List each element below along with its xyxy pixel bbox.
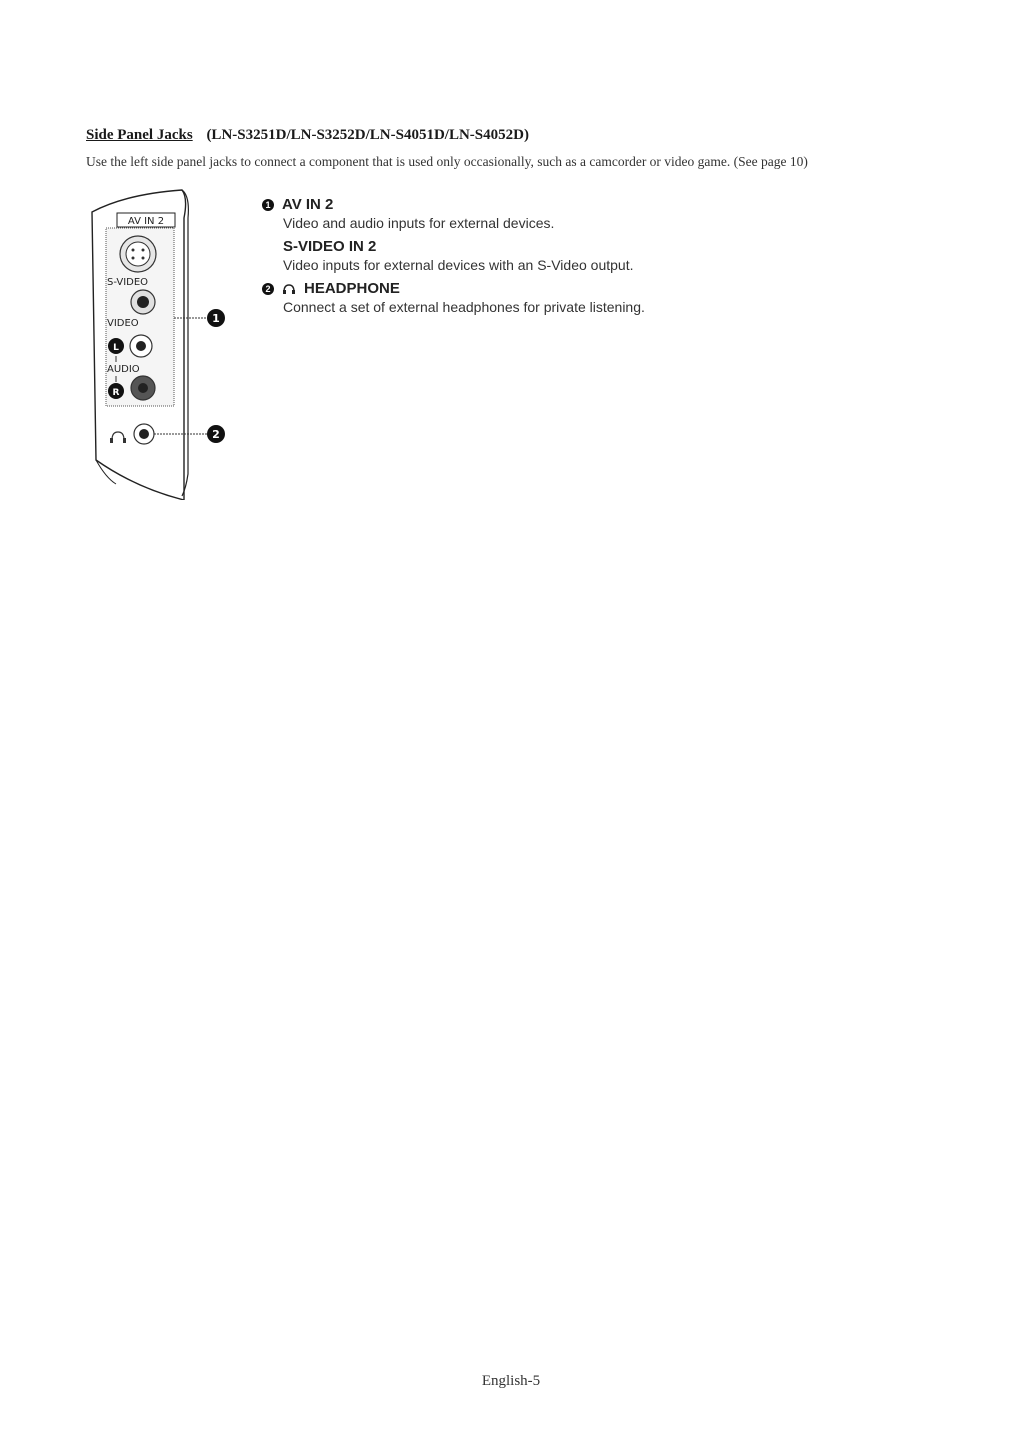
- item-headphone: [262, 280, 645, 316]
- item-description: Connect a set of external headphones for private listening.: [283, 299, 645, 315]
- page-number: English-5: [481, 1373, 541, 1389]
- item-subtitle: S-VIDEO IN 2: [283, 238, 377, 255]
- item-description: Video and audio inputs for external devices.: [283, 215, 555, 231]
- section-title: [86, 127, 529, 144]
- video-jack: [131, 290, 155, 314]
- svideo-label: S-VIDEO: [107, 277, 149, 288]
- item-number-badge: 1: [262, 199, 274, 211]
- svideo-jack: [120, 236, 156, 272]
- jack-description-list: [262, 196, 645, 322]
- section-title-models: (LN-S3251D/LN-S3252D/LN-S4051D/LN-S4052D): [206, 127, 529, 143]
- item-av-in-2: [262, 196, 645, 274]
- left-badge: L: [113, 343, 119, 353]
- video-label: VIDEO: [107, 318, 139, 329]
- item-title: AV IN 2: [282, 196, 334, 213]
- callout-1-label: 1: [212, 312, 220, 325]
- intro-text: Use the left side panel jacks to connect a component that is used only occasionally, such as a camcorder or video game. (See page 10): [86, 154, 808, 169]
- callout-2-label: 2: [212, 428, 220, 441]
- section-title-main: Side Panel Jacks: [86, 127, 193, 143]
- panel-label: AV IN 2: [127, 216, 165, 227]
- side-panel-diagram: [86, 188, 236, 500]
- item-title: HEADPHONE: [304, 280, 400, 297]
- item-number-badge: 2: [262, 283, 274, 295]
- right-badge: R: [112, 388, 120, 398]
- audio-label: AUDIO: [107, 364, 140, 375]
- headphone-icon: [282, 283, 296, 295]
- item-sub-description: Video inputs for external devices with an S-Video output.: [283, 257, 634, 273]
- headphone-jack: [134, 424, 154, 444]
